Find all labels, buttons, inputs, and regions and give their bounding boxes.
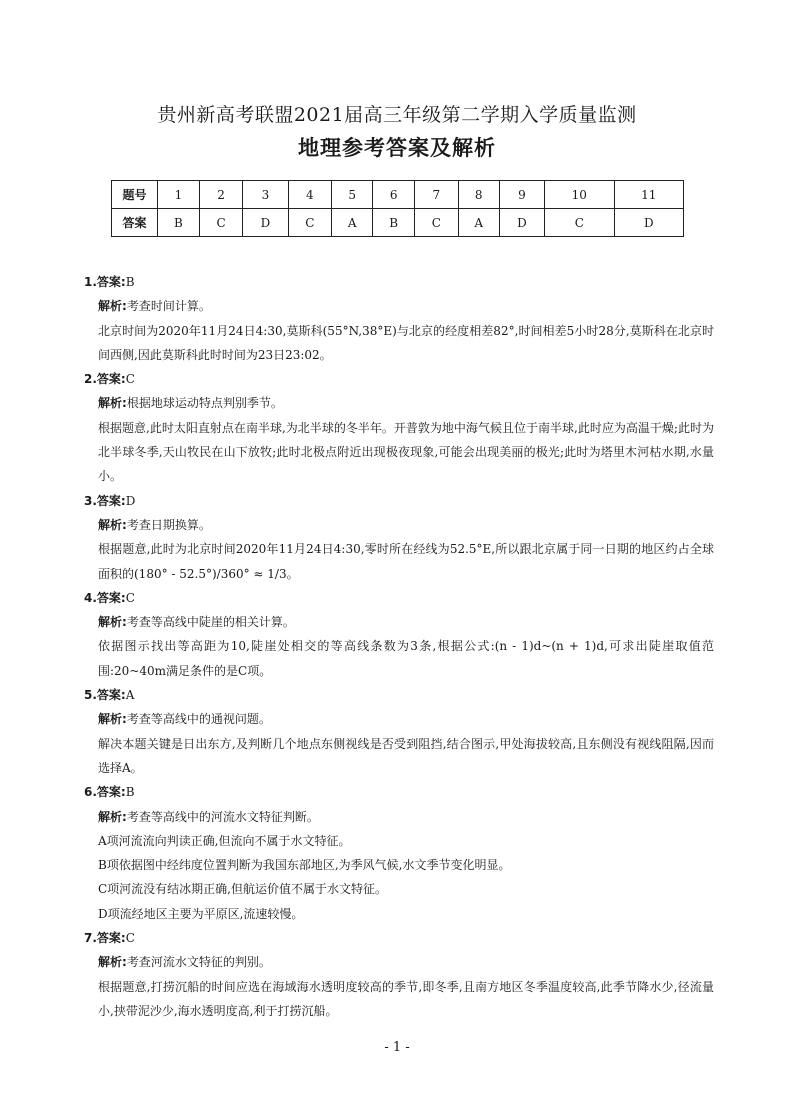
answer-value: A — [125, 688, 135, 703]
explanation-paragraph: 解决本题关键是日出东方,及判断几个地点东侧视线是否受到阻挡,结合图示,甲处海拔较高,且东侧没有视线阻隔,因而选择A。 — [98, 736, 714, 775]
table-cell: 5 — [332, 181, 373, 209]
analysis-text: 考查等高线中的通视问题。 — [126, 712, 271, 727]
table-cell: 9 — [499, 181, 544, 209]
table-cell: A — [332, 209, 373, 237]
table-cell: B — [373, 209, 415, 237]
explanation-paragraph: 依据图示找出等高距为10,陡崖处相交的等高线条数为3条,根据公式:(n - 1)d~(n + 1)d,可求出陡崖取值范围:20~40m满足条件的是C项。 — [98, 639, 714, 678]
row-label-answer: 答案 — [112, 209, 158, 237]
table-cell: D — [614, 209, 683, 237]
answer-value: B — [125, 785, 135, 800]
answer-label: 答案: — [96, 931, 126, 946]
answer-value: C — [125, 931, 135, 946]
analysis-text: 根据地球运动特点判别季节。 — [126, 396, 283, 411]
explanation-paragraph: 根据题意,打捞沉船的时间应选在海域海水透明度较高的季节,即冬季,且南方地区冬季温度较高,此季节降水少,径流量小,挟带泥沙少,海水透明度高,利于打捞沉船。 — [98, 979, 714, 1018]
table-cell: D — [499, 209, 544, 237]
table-cell: 6 — [373, 181, 415, 209]
question-number: 7. — [84, 931, 97, 946]
analysis-label: 解析: — [98, 712, 127, 727]
analysis-text: 考查日期换算。 — [126, 517, 211, 532]
table-cell: 10 — [545, 181, 614, 209]
answer-value: C — [125, 590, 135, 605]
question-number: 2. — [84, 372, 97, 387]
question-block-3 — [84, 489, 714, 586]
question-block-5 — [84, 683, 714, 780]
document-subtitle: 地理参考答案及解析 — [298, 136, 496, 160]
answer-label: 答案: — [96, 590, 126, 605]
answer-value: B — [125, 275, 135, 289]
explanation-paragraph: 根据题意,此时为北京时间2020年11月24日4:30,零时所在经线为52.5°E,所以跟北京属于同一日期的地区约占全球面积的(180° - 52.5°)/360° ≈ 1/3。 — [98, 542, 714, 581]
analysis-label: 解析: — [98, 299, 127, 314]
analysis-text: 考查河流水文特征的判别。 — [126, 955, 271, 970]
table-cell: 1 — [158, 181, 200, 209]
answer-label: 答案: — [96, 688, 126, 703]
question-number-row — [112, 181, 684, 209]
table-cell: 8 — [458, 181, 499, 209]
table-cell: 4 — [288, 181, 331, 209]
table-cell: D — [243, 209, 288, 237]
question-number: 4. — [84, 590, 97, 605]
question-block-2 — [84, 367, 714, 488]
analysis-label: 解析: — [98, 396, 127, 411]
explanation-paragraph: B项依据图中经纬度位置判断为我国东部地区,为季风气候,水文季节变化明显。 — [98, 858, 511, 873]
answer-label: 答案: — [96, 493, 126, 508]
question-number: 6. — [84, 785, 97, 800]
table-cell: C — [288, 209, 331, 237]
row-label-question-number: 题号 — [112, 181, 158, 209]
table-cell: 2 — [199, 181, 242, 209]
analysis-text: 考查等高线中的河流水文特征判断。 — [126, 809, 319, 824]
answer-label: 答案: — [96, 785, 126, 800]
table-cell: 3 — [243, 181, 288, 209]
analysis-text: 考查时间计算。 — [126, 299, 211, 314]
question-number: 3. — [84, 493, 97, 508]
answer-label: 答案: — [96, 275, 126, 289]
analysis-text: 考查等高线中陡崖的相关计算。 — [126, 615, 295, 630]
question-block-4 — [84, 586, 714, 683]
explanation-paragraph: 北京时间为2020年11月24日4:30,莫斯科(55°N,38°E)与北京的经度相差82°,时间相差5小时28分,莫斯科在北京时间西侧,因此莫斯科此时时间为23日23:02。 — [98, 323, 714, 362]
answer-table — [111, 180, 684, 237]
table-cell: A — [458, 209, 499, 237]
explanation-paragraph: C项河流没有结冰期正确,但航运价值不属于水文特征。 — [98, 882, 387, 897]
table-cell: C — [199, 209, 242, 237]
question-number: 5. — [84, 688, 97, 703]
table-cell: 11 — [614, 181, 683, 209]
question-number: 1. — [84, 275, 97, 289]
question-block-1 — [84, 270, 714, 367]
page-number: - 1 - — [384, 1040, 410, 1055]
answer-row — [112, 209, 684, 237]
answer-value: C — [125, 372, 135, 387]
answer-label: 答案: — [96, 372, 126, 387]
exam-title: 贵州新高考联盟2021届高三年级第二学期入学质量监测 — [157, 104, 637, 126]
analysis-label: 解析: — [98, 809, 127, 824]
explanation-paragraph: D项流经地区主要为平原区,流速较慢。 — [98, 906, 304, 921]
answer-value: D — [125, 493, 136, 508]
question-block-7 — [84, 926, 714, 1023]
question-block-6 — [84, 780, 714, 926]
table-cell: B — [158, 209, 200, 237]
explanation-paragraph: A项河流流向判读正确,但流向不属于水文特征。 — [98, 833, 351, 848]
table-cell: C — [415, 209, 458, 237]
table-cell: 7 — [415, 181, 458, 209]
explanations — [84, 270, 714, 1023]
analysis-label: 解析: — [98, 517, 127, 532]
analysis-label: 解析: — [98, 615, 127, 630]
analysis-label: 解析: — [98, 955, 127, 970]
table-cell: C — [545, 209, 614, 237]
explanation-paragraph: 根据题意,此时太阳直射点在南半球,为北半球的冬半年。开普敦为地中海气候且位于南半球,此时应为高温干燥;此时为北半球冬季,天山牧民在山下放牧;此时北极点附近出现极夜现象,可能会出现美丽的极光;此时为塔里木河枯水期,水量小。 — [98, 420, 714, 484]
